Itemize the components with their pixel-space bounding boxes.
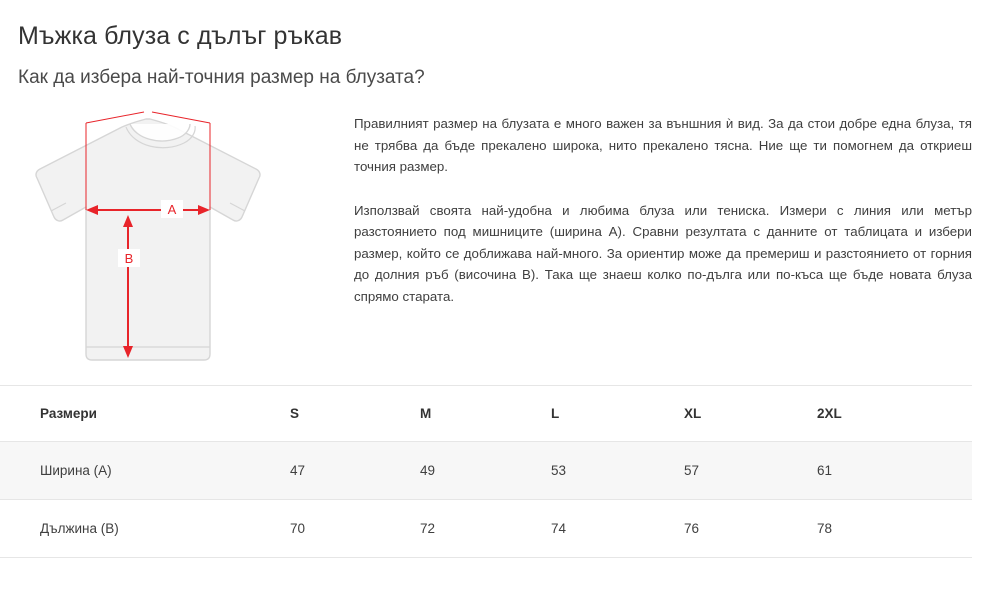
measure-label-a: A xyxy=(167,202,177,217)
cell-width-xl: 57 xyxy=(684,442,817,500)
cell-width-m: 49 xyxy=(420,442,551,500)
cell-width-l: 53 xyxy=(551,442,684,500)
description-text xyxy=(318,107,972,377)
size-table-head xyxy=(0,386,972,442)
size-table-header-m: M xyxy=(420,386,551,442)
cell-width-s: 47 xyxy=(290,442,420,500)
size-table-body xyxy=(0,442,972,558)
cell-width-2xl: 61 xyxy=(817,442,972,500)
page-subtitle: Как да избера най-точния размер на блузата? xyxy=(18,67,425,88)
page-title: Мъжка блуза с дълъг ръкав xyxy=(18,22,343,50)
row-label-width: Ширина (A) xyxy=(0,442,290,500)
size-table-header-label: Размери xyxy=(0,386,290,442)
intro-section xyxy=(0,89,990,377)
description-paragraph-1: Правилният размер на блузата е много важен за външния ѝ вид. За да стои добре една блуза, тя не трябва да бъде прекалено широка, нито прекалено тясна. Ние ще ти помогнем да откриеш точния размер. xyxy=(354,116,972,175)
measure-label-b: B xyxy=(124,251,134,266)
garment-diagram xyxy=(18,107,318,377)
size-table-header-xl: XL xyxy=(684,386,817,442)
cell-length-l: 74 xyxy=(551,500,684,558)
size-table-wrapper xyxy=(0,385,990,558)
size-table-header-s: S xyxy=(290,386,420,442)
table-row xyxy=(0,500,972,558)
size-table-header-row xyxy=(0,386,972,442)
long-sleeve-shirt-illustration xyxy=(18,107,318,377)
cell-length-m: 72 xyxy=(420,500,551,558)
size-table-header-l: L xyxy=(551,386,684,442)
cell-length-s: 70 xyxy=(290,500,420,558)
size-table-header-2xl: 2XL xyxy=(817,386,972,442)
cell-length-2xl: 78 xyxy=(817,500,972,558)
description-paragraph-2: Използвай своята най-удобна и любима блуза или тениска. Измери с линия или метър разстоянието под мишниците (ширина A). Сравни резултата с данните от таблицата и избери размер, който се доближава най-много. За ориентир може да премериш и разстоянието от горния до долния ръб (височина B). Така ще знаеш колко по-дълга или по-къса ще бъде новата блуза спрямо старата. xyxy=(354,202,972,304)
cell-length-xl: 76 xyxy=(684,500,817,558)
size-table xyxy=(0,385,972,558)
table-row xyxy=(0,442,972,500)
row-label-length: Дължина (B) xyxy=(0,500,290,558)
